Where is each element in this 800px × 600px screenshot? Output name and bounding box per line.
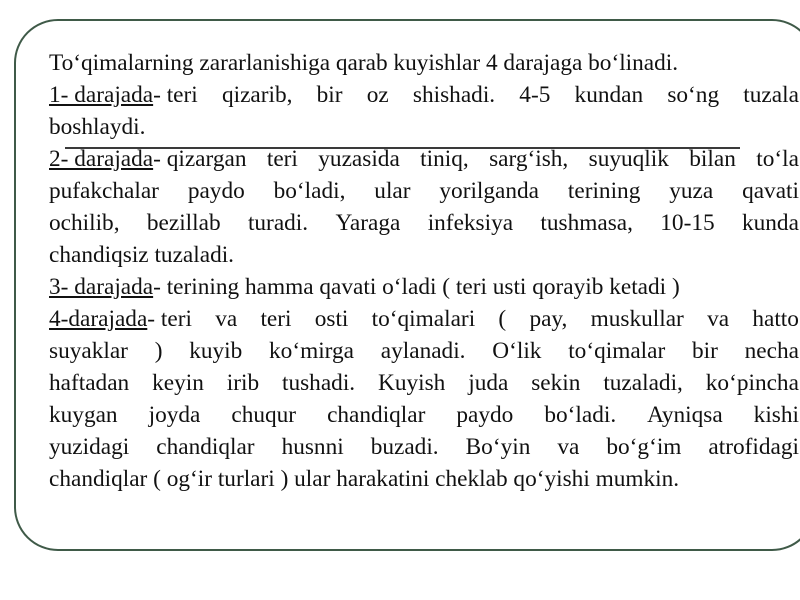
word: sekin <box>531 370 581 396</box>
word: aylanadi. <box>380 338 466 364</box>
degree-heading: 4-darajada <box>49 306 148 332</box>
word: terining <box>567 178 641 204</box>
word: infeksiya <box>427 210 514 236</box>
line-lead <box>49 303 192 335</box>
word: tuzaladi, <box>603 370 683 396</box>
word: chandiqsiz tuzaladi. <box>49 242 235 268</box>
word: ko‘mirga <box>269 338 355 364</box>
word: chandiqlar <box>156 434 255 460</box>
text-line-1 <box>49 47 800 79</box>
word: teri <box>260 306 292 332</box>
word: muskullar <box>590 306 684 332</box>
text-line-8 <box>49 271 800 303</box>
word: 10-15 <box>660 210 715 236</box>
word: irib <box>226 370 260 396</box>
text-line-11 <box>49 367 799 399</box>
degree-heading: 3- darajada <box>49 274 154 300</box>
word: Ayniqsa <box>647 402 723 428</box>
line-lead <box>49 79 198 111</box>
word: yorilganda <box>439 178 540 204</box>
word: qavati <box>742 178 799 204</box>
word: yuza <box>669 178 714 204</box>
word: juda <box>468 370 509 396</box>
word: so‘ng <box>667 82 720 108</box>
word: turadi. <box>247 210 309 236</box>
word: - terining hamma qavati o‘ladi ( teri usti qorayib ketadi ) <box>153 274 680 300</box>
word: bezillab <box>146 210 221 236</box>
word: kishi <box>753 402 799 428</box>
word: kundan <box>574 82 644 108</box>
word: atrofidagi <box>708 434 799 460</box>
text-line-9 <box>49 303 799 335</box>
word: va <box>557 434 580 460</box>
word: To‘qimalarning zararlanishiga qarab kuyishlar 4 darajaga bo‘linadi. <box>49 50 679 76</box>
word: kuyib <box>189 338 243 364</box>
word: tuzala <box>743 82 799 108</box>
word: keyin <box>152 370 204 396</box>
word: to‘qimalar <box>568 338 666 364</box>
word: yuzidagi <box>49 434 130 460</box>
degree-heading: 2- darajada <box>49 146 154 172</box>
word: tiniq, <box>420 146 469 172</box>
word: - teri <box>153 82 198 108</box>
word: pufakchalar <box>49 178 159 204</box>
word: bir <box>692 338 718 364</box>
word: O‘lik <box>492 338 542 364</box>
word: to‘qimalari <box>371 306 476 332</box>
word: hatto <box>752 306 799 332</box>
word: bo‘ladi. <box>544 402 617 428</box>
word: kuygan <box>49 402 118 428</box>
word: oz <box>366 82 389 108</box>
text-line-10 <box>49 335 799 367</box>
text-line-6 <box>49 207 799 239</box>
text-line-14 <box>49 463 800 495</box>
word: ular <box>374 178 411 204</box>
degree-heading: 1- darajada <box>49 82 154 108</box>
word: Bo‘yin <box>465 434 531 460</box>
word: 4-5 <box>519 82 551 108</box>
word: va <box>707 306 730 332</box>
word: osti <box>314 306 349 332</box>
word: ) <box>154 338 163 364</box>
word: - teri <box>147 306 192 332</box>
word: paydo <box>187 178 245 204</box>
word: va <box>215 306 238 332</box>
word: to‘la <box>756 146 799 172</box>
word: boshlaydi. <box>49 114 146 140</box>
text-line-3 <box>49 111 800 143</box>
word: sarg‘ish, <box>489 146 569 172</box>
word: ( <box>498 306 507 332</box>
word: chandiqlar <box>327 402 426 428</box>
word: kunda <box>741 210 799 236</box>
word: suyaklar <box>49 338 128 364</box>
word: bo‘g‘im <box>606 434 682 460</box>
word: bir <box>316 82 343 108</box>
line-lead <box>49 143 246 175</box>
word: suyuqlik <box>588 146 669 172</box>
word: chuqur <box>231 402 297 428</box>
word: - qizargan <box>153 146 247 172</box>
word: husnni <box>281 434 344 460</box>
word: bilan <box>689 146 736 172</box>
text-line-5 <box>49 175 799 207</box>
word: tushmasa, <box>540 210 633 236</box>
text-line-7 <box>49 239 800 271</box>
word: bo‘ladi, <box>273 178 346 204</box>
word: joyda <box>148 402 201 428</box>
word: yuzasida <box>318 146 400 172</box>
word: tushadi. <box>282 370 356 396</box>
word: ochilib, <box>49 210 120 236</box>
word: necha <box>744 338 799 364</box>
word: pay, <box>529 306 568 332</box>
word: Yaraga <box>335 210 401 236</box>
text-line-4 <box>49 143 799 175</box>
word: chandiqlar ( og‘ir turlari ) ular harakatini cheklab qo‘yishi mumkin. <box>49 466 680 492</box>
word: qizarib, <box>221 82 293 108</box>
word: ko‘pincha <box>705 370 799 396</box>
word: Kuyish <box>378 370 446 396</box>
text-line-13 <box>49 431 799 463</box>
word: paydo <box>456 402 514 428</box>
word: teri <box>266 146 298 172</box>
body-text <box>49 47 800 495</box>
word: buzadi. <box>370 434 439 460</box>
text-line-2 <box>49 79 799 111</box>
word: haftadan <box>49 370 130 396</box>
text-line-12 <box>49 399 799 431</box>
word: shishadi. <box>412 82 496 108</box>
line-lead <box>49 271 680 303</box>
